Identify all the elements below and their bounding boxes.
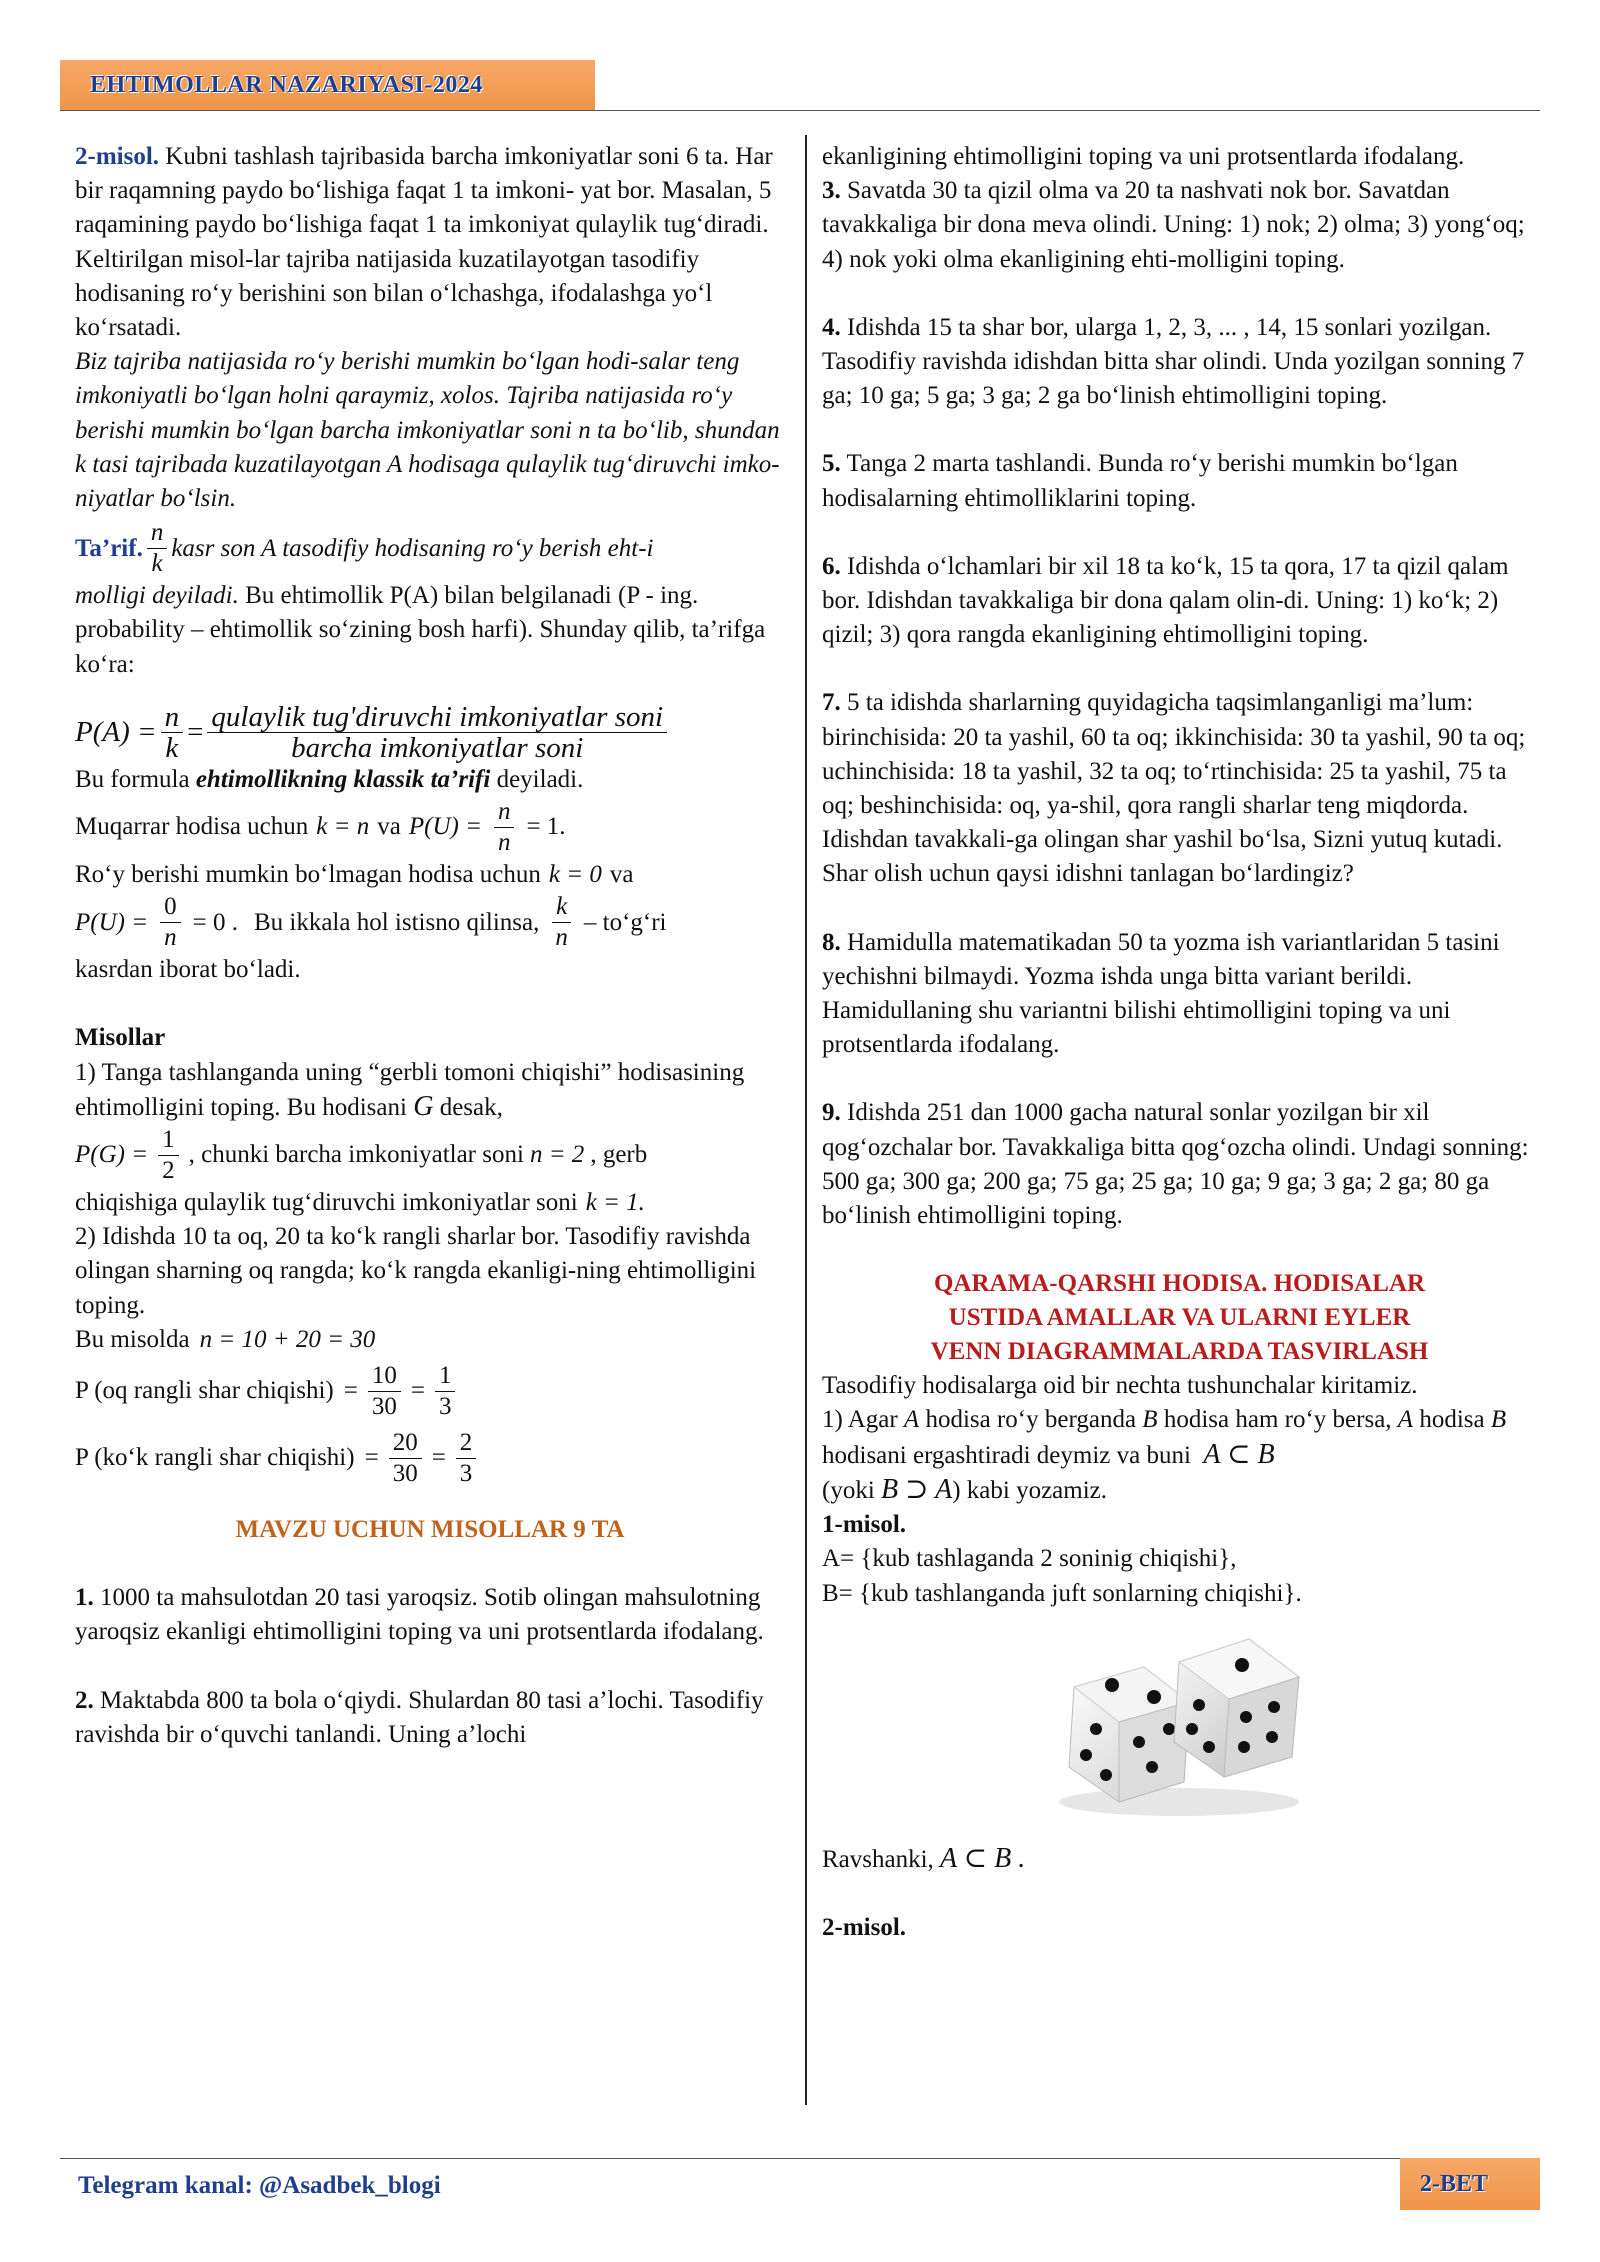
m2-white-num-1: 10: [368, 1361, 401, 1392]
question-2-number: 2.: [75, 1686, 94, 1714]
impossible-event-line: [75, 858, 785, 892]
certain-res: = 1.: [526, 813, 566, 841]
definition-text-2: Bu ehtimollik P(A) bilan belgilanadi (P - ing. probability – ehtimollik so‘zining bosh harfi). Shunday qilib, ta’rifga ko‘ra:: [75, 582, 766, 678]
definition-text-2-italic: molligi deyiladi.: [75, 582, 239, 610]
m1-lhs: P(G) =: [75, 1141, 149, 1169]
m2-white-fraction-1: [368, 1361, 401, 1422]
proper-num: k: [552, 892, 571, 923]
question-6-number: 6.: [822, 552, 841, 580]
impossible-den: n: [164, 924, 177, 952]
formula-equals: =: [187, 716, 204, 749]
m1-num: 1: [158, 1125, 179, 1156]
certain-cond: k = n: [316, 813, 370, 841]
impossible-fraction: [160, 892, 181, 953]
question-8-text: Hamidulla matematikadan 50 ta yozma ish variantlaridan 5 tasini yechishni bilmaydi. Yozma ishda unga bitta variant berildi. Hamidullaning shu variantni bilishi ehtimolligini toping va uni protsentlarda ifodalang.: [822, 928, 1500, 1059]
formula-nk-fraction: [161, 702, 184, 763]
certain-text: Muqarrar hodisa uchun: [75, 813, 309, 841]
die-right: [1174, 1639, 1299, 1777]
example-2-paragraph: [75, 140, 785, 345]
definition-paragraph: [75, 579, 785, 682]
footer-telegram: Telegram kanal: @Asadbek_blogi: [78, 2172, 441, 2199]
m1-text-2: , chunki barcha imkoniyatlar soni: [188, 1141, 524, 1169]
sub1-relation: A ⊂ B: [1203, 1438, 1275, 1470]
question-1: [75, 1581, 785, 1649]
question-4-text: Idishda 15 ta shar bor, ularga 1, 2, 3, ... , 14, 15 sonlari yozilgan. Tasodifiy ravishda idishdan bitta shar olindi. Unda yozilgan sonning 7 ga; 10 ga; 5 ga; 3 ga; 2 ga bo‘linish ehtimolligini toping.: [822, 313, 1525, 410]
footer-page-number: 2-BET: [1420, 2171, 1489, 2197]
m2-blue-den-2: 3: [459, 1460, 473, 1488]
m1-text: 1) Tanga tashlanganda uning “gerbli tomoni chiqishi” hodisasining ehtimolligini toping. Bu hodisani: [75, 1058, 745, 1121]
question-7-text: 5 ta idishda sharlarning quyidagicha taqsimlanganligi ma’lum: birinchisida: 20 ta yashil, 60 ta oq; ikkinchisida: 30 ta yashil, 90 ta oq; uchinchisida: 18 ta yashil, 32 ta oq; to‘rtinchisida: 25 ta yashil, 75 ta oq; beshinchisida: oq, ya-shil, qora rangli sharlar teng miqdorda. Idishdan tavakkali-ga olingan shar yashil bo‘lsa, Sizni yutuq kutadi. Shar olish uchun qaysi idishni tanlagan bo‘lardingiz?: [822, 689, 1526, 888]
m2-white-den-2: 3: [438, 1393, 452, 1421]
question-7-number: 7.: [822, 689, 841, 717]
question-7: [822, 686, 1537, 891]
definition-fraction-num: n: [147, 518, 168, 549]
spacer: [822, 413, 1537, 447]
impossible-lhs: P(U) =: [75, 908, 149, 936]
classic-pre: Bu formula: [75, 765, 196, 793]
impossible-tail-2: kasrdan iborat bo‘ladi.: [75, 956, 301, 984]
example-1-line-3: [75, 1186, 785, 1220]
certain-num: n: [494, 797, 515, 828]
question-6-text: Idishda o‘lchamlari bir xil 18 ta ko‘k, 15 ta qora, 17 ta qizil qalam bor. Idishdan tavakkaliga bir dona qalam olin-di. Uning: 1) ko‘k; 2) qizil; 3) qora rangda ekanligining ehtimolligini toping.: [822, 552, 1509, 649]
classic-formula: [75, 702, 785, 763]
subset-definition: [822, 1403, 1537, 1508]
die-left: [1069, 1667, 1189, 1802]
sub1-pre: 1) Agar: [822, 1406, 904, 1434]
spacer: [822, 652, 1537, 686]
m2-eq: n = 10 + 20 = 30: [199, 1325, 376, 1353]
spacer: [822, 277, 1537, 311]
question-3-number: 3.: [822, 177, 841, 205]
definition-fraction-den: k: [151, 550, 163, 578]
example-1-label: 1-misol.: [822, 1511, 907, 1539]
formula-denominator: barcha imkoniyatlar soni: [291, 731, 584, 764]
spacer: [75, 1489, 785, 1513]
question-3-text: Savatda 30 ta qizil olma va 20 ta nashvati nok bor. Savatdan tavakkaliga bir dona meva olindi. Uning: 1) nok; 2) olma; 3) yong‘oq; 4) nok yoki olma ekanligining ehti-molligini toping.: [822, 177, 1525, 273]
m1-G: G: [413, 1090, 434, 1122]
question-2-continued: ekanligining ehtimolligini toping va uni protsentlarda ifodalang.: [822, 143, 1465, 170]
spacer: [822, 1877, 1537, 1911]
example-1-A: A= {kub tashlaganda 2 soninig chiqishi},: [822, 1545, 1237, 1573]
italic-paragraph: Biz tajriba natijasida ro‘y berishi mumkin bo‘lgan hodi-salar teng imkoniyatli bo‘lgan holni qaraymiz, xolos. Tajriba natijasida ro‘y berishi mumkin bo‘lgan barcha imkoniyatlar soni n ta bo‘lib, shundan k tasi tajribada kuzatilayotgan A hodisaga qulaylik tug‘diruvchi imko-niyatlar bo‘lsin.: [75, 348, 780, 513]
footer-page-badge: [1400, 2158, 1540, 2210]
question-1-text: 1000 ta mahsulotdan 20 tasi yaroqsiz. Sotib olingan mahsulotning yaroqsiz ekanligi ehtimolligini toping va uni protsentlarda ifodalang.: [75, 1584, 764, 1646]
question-9-text: Idishda 251 dan 1000 gacha natural sonlar yozilgan bir xil qog‘ozchalar bor. Tavakkaliga bitta qog‘ozcha olindi. Undagi sonning: 500 ga; 300 ga; 200 ga; 75 ga; 25 ga; 10 ga; 9 ga; 3 ga; 2 ga; 80 ga bo‘linish ehtimolligini toping.: [822, 1099, 1529, 1230]
m2-blue-num-2: 2: [456, 1428, 477, 1459]
question-8-number: 8.: [822, 928, 841, 956]
section-title-line-2: USTIDA AMALLAR VA ULARNI EYLER: [948, 1304, 1411, 1332]
example-1-text: [75, 1056, 785, 1125]
example-2-text: 2) Idishda 10 ta oq, 20 ta ko‘k rangli sharlar bor. Tasodifiy ravishda olingan sharning oq rangda; ko‘k rangda ekanligi-ning ehtimolligini toping.: [75, 1223, 757, 1319]
m2-bu: Bu misolda: [75, 1325, 190, 1353]
proper-den: n: [555, 924, 568, 952]
question-3: [822, 174, 1537, 277]
formula-n: n: [161, 702, 184, 733]
m2-blue-label: P (ko‘k rangli shar chiqishi): [75, 1444, 355, 1472]
m2-blue-fraction-1: [389, 1428, 422, 1489]
question-5-number: 5.: [822, 450, 841, 478]
header-rule: [60, 110, 1540, 111]
impossible-note: Bu ikkala hol istisno qilinsa,: [253, 908, 540, 936]
section-title-line-1: QARAMA-QARSHI HODISA. HODISALAR: [933, 1270, 1425, 1298]
section-title: [822, 1267, 1537, 1369]
question-6: [822, 550, 1537, 653]
sub1-mid4: hodisani ergashtiradi deymiz va buni: [822, 1441, 1191, 1469]
impossible-cond: k = 0: [548, 861, 602, 889]
m2-blue-num-1: 20: [389, 1428, 422, 1459]
header-banner: [60, 60, 595, 110]
obvious-text: Ravshanki,: [822, 1845, 934, 1873]
sub1-mid3: hodisa: [1413, 1406, 1491, 1434]
formula-word-fraction: [207, 702, 667, 763]
sub1-yoki-post: ) kabi yozamiz.: [952, 1476, 1108, 1504]
question-5: [822, 447, 1537, 515]
classic-bold: ehtimollikning klassik ta’rifi: [195, 765, 491, 793]
m2-white-label: P (oq rangli shar chiqishi): [75, 1377, 334, 1405]
question-8: [822, 926, 1537, 1063]
impossible-va: va: [609, 861, 634, 889]
dice-illustration: [1024, 1617, 1334, 1822]
definition-text-1: kasr son A tasodifiy hodisaning ro‘y berish eht-i: [171, 534, 654, 562]
dice-image: [1024, 1617, 1334, 1822]
definition-line: [75, 518, 785, 579]
certain-event-line: [75, 797, 785, 858]
question-9-number: 9.: [822, 1099, 841, 1127]
sub1-A2: A: [1397, 1406, 1414, 1434]
certain-fraction: [494, 797, 515, 858]
question-5-text: Tanga 2 marta tashlandi. Bunda ro‘y berishi mumkin bo‘lgan hodisalarning ehtimolliklarini toping.: [822, 450, 1458, 512]
m1-desak: desak,: [439, 1093, 503, 1121]
column-divider: [805, 135, 807, 2105]
definition-label: Ta’rif.: [75, 534, 143, 562]
m2-white-fraction-2: [435, 1361, 456, 1422]
sub1-relation-2: B ⊃ A: [881, 1473, 953, 1505]
sub1-yoki-pre: (yoki: [822, 1476, 875, 1504]
m2-blue-den-1: 30: [392, 1460, 418, 1488]
sub1-mid1: hodisa ro‘y berganda: [919, 1406, 1143, 1434]
impossible-tail: – to‘g‘ri: [583, 908, 667, 936]
spacer: [822, 892, 1537, 926]
spacer: [75, 682, 785, 702]
classic-post: deyiladi.: [490, 765, 584, 793]
header-title: EHTIMOLLAR NAZARIYASI-2024: [90, 72, 483, 98]
certain-den: n: [497, 829, 511, 857]
sub1-B2: B: [1490, 1406, 1507, 1434]
examples-title: Misollar: [75, 1024, 166, 1052]
certain-va: va: [377, 813, 401, 841]
question-9: [822, 1096, 1537, 1233]
question-2: [75, 1684, 785, 1752]
spacer: [75, 1547, 785, 1581]
sub1-B: B: [1142, 1406, 1158, 1434]
right-column: [822, 140, 1537, 1945]
formula-numerator: qulaylik tug'diruvchi imkoniyatlar soni: [207, 702, 667, 733]
obvious-line: [822, 1842, 1537, 1877]
m1-den: 2: [162, 1157, 175, 1185]
spacer: [822, 1822, 1537, 1842]
spacer: [822, 1062, 1537, 1096]
impossible-text: Ro‘y berishi mumkin bo‘lmagan hodisa uchun: [75, 861, 541, 889]
spacer: [822, 516, 1537, 550]
m2-white-num-2: 1: [435, 1361, 456, 1392]
intro-text: Tasodifiy hodisalarga oid bir nechta tushunchalar kiritamiz.: [822, 1372, 1418, 1400]
sub1-A: A: [903, 1406, 920, 1434]
question-4-number: 4.: [822, 313, 841, 341]
example-2-label: 2-misol.: [75, 143, 160, 170]
m1-text-4: chiqishiga qulaylik tug‘diruvchi imkoniyatlar soni: [75, 1189, 578, 1217]
footer-rule: [60, 2158, 1540, 2159]
definition-fraction: [147, 518, 168, 579]
classic-definition-line: [75, 763, 785, 797]
question-1-number: 1.: [75, 1584, 94, 1612]
impossible-num: 0: [160, 892, 181, 923]
impossible-formula-line: [75, 892, 785, 953]
exercises-title: MAVZU UCHUN MISOLLAR 9 TA: [235, 1516, 625, 1544]
example-2-text: Kubni tashlash tajribasida barcha imkoniyatlar soni 6 ta. Har bir raqamning paydo bo‘lishiga faqat 1 ta imkoni- yat bor. Masalan, 5 raqamining paydo bo‘lishiga faqat 1 ta imkoniyat qulaylik tug‘diradi. Keltirilgan misol-lar tajriba natijasida kuzatilayotgan tasodifiy hodisaning ro‘y berishini son bilan o‘lchashga, ifodalashga yo‘l ko‘rsatadi.: [75, 143, 773, 342]
m1-cond-2: k = 1.: [585, 1189, 645, 1217]
m1-cond: n = 2: [529, 1141, 585, 1169]
m2-white-den-1: 30: [371, 1393, 397, 1421]
m2-blue-fraction-2: [456, 1428, 477, 1489]
obvious-relation: A ⊂ B .: [940, 1842, 1026, 1874]
certain-lhs: P(U) =: [408, 813, 482, 841]
example-2-n-line: [75, 1323, 785, 1357]
proper-fraction: [551, 892, 572, 953]
left-column: [75, 140, 785, 1752]
question-4: [822, 311, 1537, 414]
impossible-res: = 0 .: [192, 908, 238, 936]
sub1-mid2: hodisa ham ro‘y bersa,: [1157, 1406, 1398, 1434]
example-2-blue-line: P (ko‘k rangli shar chiqishi) = $\frac{20}{30}$ = $\frac{2}{3}$: [75, 1428, 785, 1489]
formula-k: k: [165, 731, 179, 764]
example-2-label-right: 2-misol.: [822, 1913, 907, 1941]
example-1-B: B= {kub tashlanganda juft sonlarning chiqishi}.: [822, 1579, 1302, 1607]
spacer: [75, 1650, 785, 1684]
spacer: [822, 1233, 1537, 1267]
section-title-line-3: VENN DIAGRAMMALARDA TASVIRLASH: [930, 1338, 1429, 1366]
example-2-white-line: P (oq rangli shar chiqishi) = $\frac{10}{30}$ = $\frac{1}{3}$: [75, 1361, 785, 1422]
spacer: [75, 987, 785, 1021]
m1-fraction: [158, 1125, 179, 1186]
example-1-formula: [75, 1125, 785, 1186]
question-2-text: Maktabda 800 ta bola o‘qiydi. Shulardan 80 tasi a’lochi. Tasodifiy ravishda bir o‘quvchi tanlandi. Uning a’lochi: [75, 1686, 764, 1748]
formula-lhs: P(A) =: [75, 716, 157, 749]
m1-text-3: , gerb: [590, 1141, 648, 1169]
